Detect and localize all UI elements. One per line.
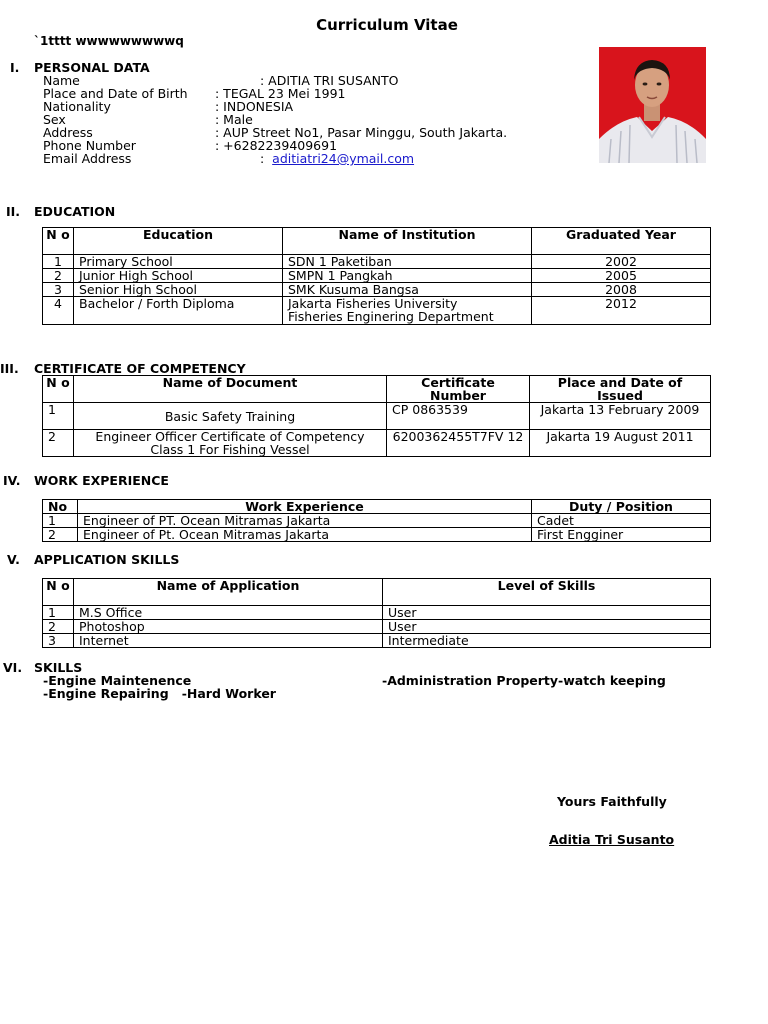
apps-cell: 2	[43, 620, 74, 634]
apps-cell: Photoshop	[74, 620, 383, 634]
personal-nationality-row	[43, 100, 293, 113]
table-row	[43, 528, 711, 542]
certificate-cell: 2	[43, 430, 74, 457]
education-cell: Primary School	[74, 255, 283, 269]
apps-cell: User	[383, 606, 711, 620]
table-row	[43, 255, 711, 269]
work-header-position: Duty / Position	[532, 500, 711, 514]
personal-birth-value: : TEGAL 23 Mei 1991	[215, 86, 346, 101]
section-number-work: IV.	[3, 473, 21, 488]
table-row	[43, 514, 711, 528]
work-header-row	[43, 500, 711, 514]
work-cell: Cadet	[532, 514, 711, 528]
education-cell	[283, 297, 532, 325]
apps-header-level: Level of Skills	[383, 579, 711, 606]
stray-text: `1tttt wwwwwwwwwq	[34, 34, 184, 48]
education-cell: Senior High School	[74, 283, 283, 297]
section-title-work: WORK EXPERIENCE	[34, 473, 169, 488]
education-header-year: Graduated Year	[532, 228, 711, 255]
apps-header-row	[43, 579, 711, 606]
apps-cell: M.S Office	[74, 606, 383, 620]
certificate-cell: Basic Safety Training	[74, 403, 387, 430]
education-cell: 1	[43, 255, 74, 269]
education-cell: Junior High School	[74, 269, 283, 283]
personal-nationality-value: : INDONESIA	[215, 99, 294, 114]
education-cell: 2005	[532, 269, 711, 283]
table-row	[43, 283, 711, 297]
education-institution-line2: Fisheries Enginering Department	[288, 309, 494, 324]
skill-item: -Administration Property-watch keeping	[382, 673, 666, 688]
certificate-cell: 1	[43, 403, 74, 430]
education-header-no: N o	[43, 228, 74, 255]
personal-nationality-label: Nationality	[43, 99, 111, 114]
education-cell: SDN 1 Paketiban	[283, 255, 532, 269]
personal-address-value: : AUP Street No1, Pasar Minggu, South Jakarta.	[215, 125, 508, 140]
apps-cell: 3	[43, 634, 74, 648]
work-table	[42, 499, 711, 542]
personal-phone-label: Phone Number	[43, 138, 136, 153]
work-cell: 1	[43, 514, 78, 528]
certificate-header-issued: Place and Date of Issued	[530, 376, 711, 403]
apps-header-application: Name of Application	[74, 579, 383, 606]
certificate-cell: Jakarta 13 February 2009	[530, 403, 711, 430]
apps-cell: Intermediate	[383, 634, 711, 648]
closing-regards: Yours Faithfully	[557, 794, 667, 809]
section-title-education: EDUCATION	[34, 204, 116, 219]
application-table	[42, 578, 711, 648]
education-header-institution: Name of Institution	[283, 228, 532, 255]
personal-name-value: : ADITIA TRI SUSANTO	[260, 73, 399, 88]
table-row	[43, 269, 711, 283]
work-header-experience: Work Experience	[78, 500, 532, 514]
table-row	[43, 620, 711, 634]
apps-cell: 1	[43, 606, 74, 620]
education-cell: SMK Kusuma Bangsa	[283, 283, 532, 297]
section-title-personal: PERSONAL DATA	[34, 60, 150, 75]
education-header-education: Education	[74, 228, 283, 255]
education-cell: 2	[43, 269, 74, 283]
certificate-header-document: Name of Document	[74, 376, 387, 403]
personal-name-label: Name	[43, 73, 80, 88]
section-number-education: II.	[6, 204, 21, 219]
work-cell: Engineer of PT. Ocean Mitramas Jakarta	[78, 514, 532, 528]
personal-birth-label: Place and Date of Birth	[43, 86, 188, 101]
personal-sex-value: : Male	[215, 112, 253, 127]
table-row	[43, 430, 711, 457]
personal-address-label: Address	[43, 125, 93, 140]
education-cell: 2002	[532, 255, 711, 269]
signature-name: Aditia Tri Susanto	[549, 832, 675, 847]
skill-item: -Engine Maintenence	[43, 673, 192, 688]
skill-item: -Engine Repairing -Hard Worker	[43, 686, 276, 701]
education-table	[42, 227, 711, 325]
work-cell: Engineer of Pt. Ocean Mitramas Jakarta	[78, 528, 532, 542]
certificate-cell: Jakarta 19 August 2011	[530, 430, 711, 457]
education-cell: Bachelor / Forth Diploma	[74, 297, 283, 325]
page-title: Curriculum Vitae	[316, 16, 458, 34]
certificate-cell: Engineer Officer Certificate of Competency Class 1 For Fishing Vessel	[74, 430, 387, 457]
education-cell: 3	[43, 283, 74, 297]
education-cell: 2008	[532, 283, 711, 297]
education-header-row	[43, 228, 711, 255]
certificate-table	[42, 375, 711, 457]
profile-photo	[599, 47, 706, 163]
work-cell: 2	[43, 528, 78, 542]
section-title-apps: APPLICATION SKILLS	[34, 552, 180, 567]
section-number-certificate: III.	[0, 361, 19, 376]
section-number-apps: V.	[7, 552, 20, 567]
personal-email-row	[43, 152, 414, 165]
section-number-personal: I.	[10, 60, 20, 75]
education-institution-line1: Jakarta Fisheries University	[288, 296, 458, 311]
personal-phone-value: : +6282239409691	[215, 138, 338, 153]
table-row	[43, 606, 711, 620]
profile-photo-illustration	[599, 47, 706, 163]
education-cell: SMPN 1 Pangkah	[283, 269, 532, 283]
apps-cell: Internet	[74, 634, 383, 648]
apps-cell: User	[383, 620, 711, 634]
certificate-cell: 6200362455T7FV 12	[387, 430, 530, 457]
table-row	[43, 297, 711, 325]
certificate-cell: CP 0863539	[387, 403, 530, 430]
work-header-no: No	[43, 500, 78, 514]
section-title-skills: SKILLS	[34, 660, 83, 675]
table-row	[43, 634, 711, 648]
section-number-skills: VI.	[3, 660, 23, 675]
certificate-header-no: N o	[43, 376, 74, 403]
section-title-certificate: CERTIFICATE OF COMPETENCY	[34, 361, 246, 376]
certificate-header-row	[43, 376, 711, 403]
certificate-header-number: Certificate Number	[387, 376, 530, 403]
education-cell: 2012	[532, 297, 711, 325]
table-row	[43, 403, 711, 430]
email-link[interactable]: aditiatri24@ymail.com	[272, 151, 415, 166]
personal-sex-label: Sex	[43, 112, 66, 127]
personal-email-colon: :	[260, 151, 265, 166]
work-cell: First Engginer	[532, 528, 711, 542]
apps-header-no: N o	[43, 579, 74, 606]
education-cell: 4	[43, 297, 74, 325]
personal-email-label: Email Address	[43, 151, 132, 166]
